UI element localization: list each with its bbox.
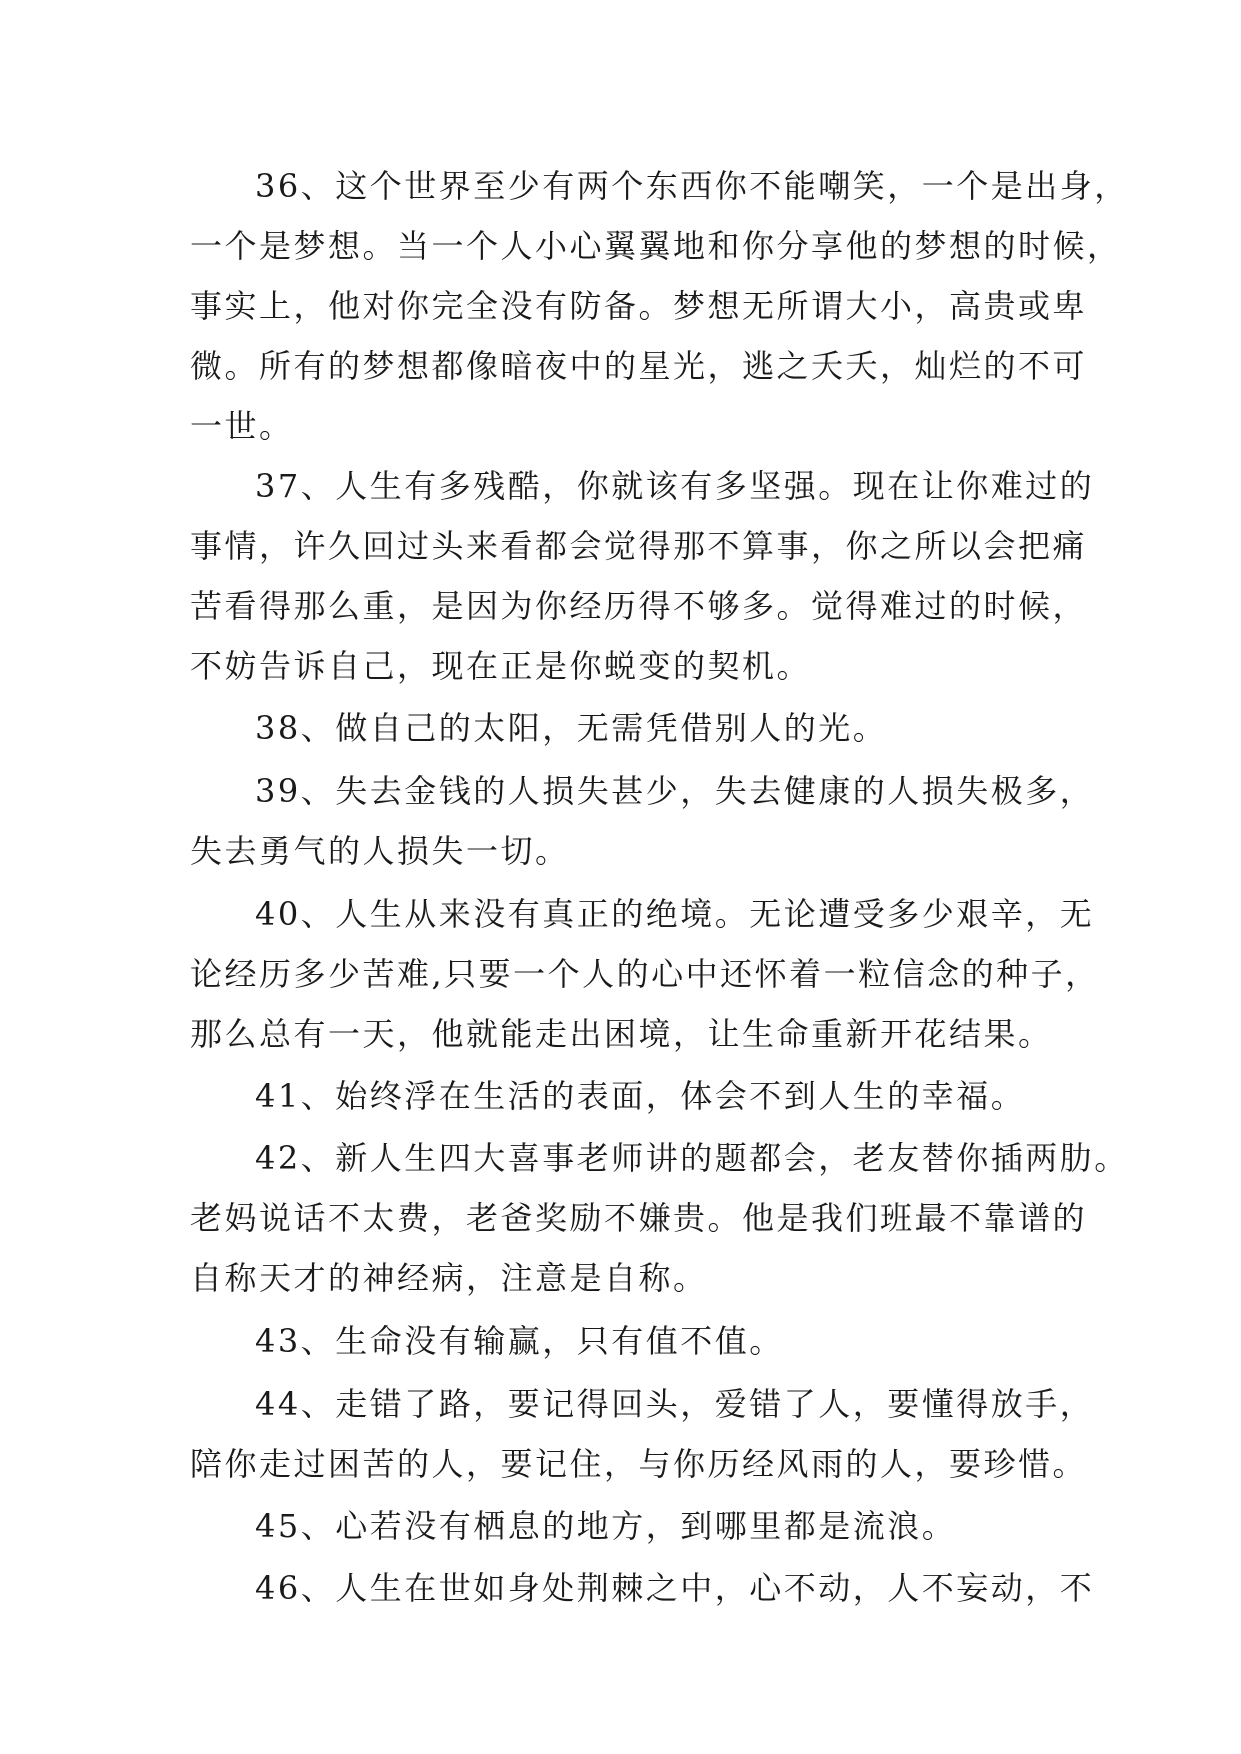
paragraph-40-line-1: 40、人生从来没有真正的绝境。无论遭受多少艰辛，无: [255, 895, 1095, 933]
paragraph-44-line-2: 陪你走过困苦的人，要记住，与你历经风雨的人，要珍惜。: [190, 1445, 1088, 1483]
paragraph-40-line-3: 那么总有一天，他就能走出困境，让生命重新开花结果。: [190, 1015, 1053, 1053]
paragraph-39-line-1: 39、失去金钱的人损失甚少，失去健康的人损失极多，: [255, 772, 1095, 810]
paragraph-44-line-1: 44、走错了路，要记得回头，爱错了人，要懂得放手，: [255, 1385, 1095, 1423]
paragraph-42-line-1: 42、新人生四大喜事老师讲的题都会，老友替你插两肋。: [255, 1139, 1129, 1177]
paragraph-38-line-1: 38、做自己的太阳，无需凭借别人的光。: [255, 709, 888, 747]
paragraph-36-line-5: 一世。: [190, 407, 294, 445]
paragraph-45-line-1: 45、心若没有栖息的地方，到哪里都是流浪。: [255, 1507, 957, 1545]
paragraph-36-line-2: 一个是梦想。当一个人小心翼翼地和你分享他的梦想的时候，: [190, 227, 1122, 265]
paragraph-46-line-1: 46、人生在世如身处荆棘之中，心不动，人不妄动，不: [255, 1569, 1095, 1607]
paragraph-39-line-2: 失去勇气的人损失一切。: [190, 832, 570, 870]
paragraph-37-line-4: 不妨告诉自己，现在正是你蜕变的契机。: [190, 647, 812, 685]
paragraph-36-line-4: 微。所有的梦想都像暗夜中的星光，逃之夭夭，灿烂的不可: [190, 347, 1088, 385]
paragraph-37-line-1: 37、人生有多残酷，你就该有多坚强。现在让你难过的: [255, 467, 1095, 505]
paragraph-40-line-2: 论经历多少苦难,只要一个人的心中还怀着一粒信念的种子，: [190, 955, 1100, 993]
paragraph-43-line-1: 43、生命没有输赢，只有值不值。: [255, 1322, 784, 1360]
paragraph-41-line-1: 41、始终浮在生活的表面，体会不到人生的幸福。: [255, 1077, 1026, 1115]
paragraph-37-line-2: 事情，许久回过头来看都会觉得那不算事，你之所以会把痛: [190, 527, 1088, 565]
paragraph-37-line-3: 苦看得那么重，是因为你经历得不够多。觉得难过的时候，: [190, 587, 1088, 625]
paragraph-36-line-1: 36、这个世界至少有两个东西你不能嘲笑，一个是出身，: [255, 167, 1129, 205]
paragraph-42-line-2: 老妈说话不太费，老爸奖励不嫌贵。他是我们班最不靠谱的: [190, 1199, 1088, 1237]
paragraph-36-line-3: 事实上，他对你完全没有防备。梦想无所谓大小，高贵或卑: [190, 287, 1088, 325]
paragraph-42-line-3: 自称天才的神经病，注意是自称。: [190, 1259, 708, 1297]
